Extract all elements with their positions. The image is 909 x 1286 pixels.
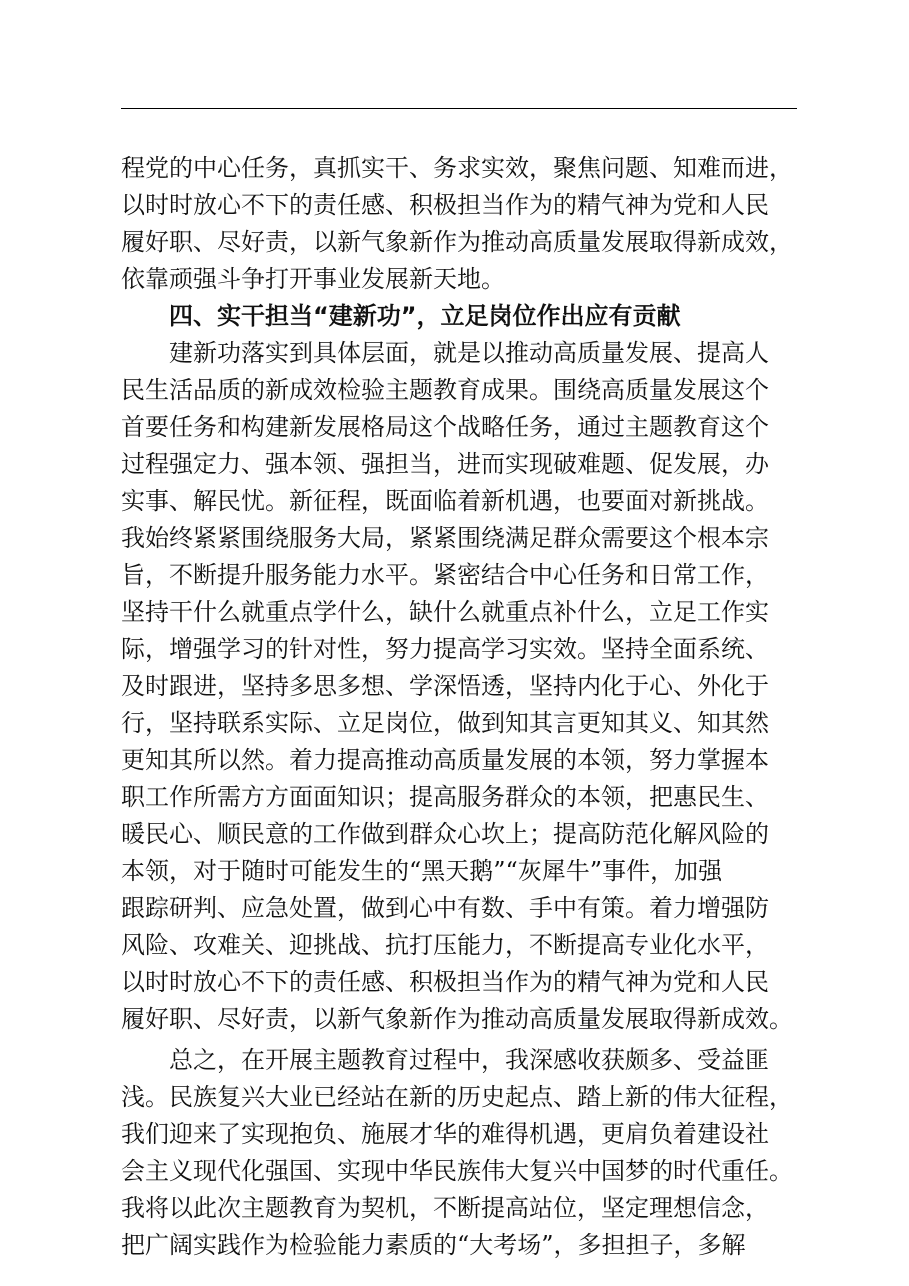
body-line: 依靠顽强斗争打开事业发展新天地。 (121, 265, 505, 293)
paragraph-line: 过程强定力、强本领、强担当，进而实现破难题、促发展，办 (121, 450, 769, 478)
paragraph-line: 浅。民族复兴大业已经站在新的历史起点、踏上新的伟大征程， (121, 1083, 793, 1111)
paragraph-line: 行，坚持联系实际、立足岗位，做到知其言更知其义、知其然 (121, 709, 769, 737)
paragraph-line: 我将以此次主题教育为契机，不断提高站位，坚定理想信念， (121, 1194, 769, 1222)
section-heading: 四、实干担当“建新功”，立足岗位作出应有贡献 (169, 302, 681, 330)
paragraph-line: 民生活品质的新成效检验主题教育成果。围绕高质量发展这个 (121, 376, 769, 404)
paragraph-line: 更知其所以然。着力提高推动高质量发展的本领，努力掌握本 (121, 746, 769, 774)
paragraph-line: 建新功落实到具体层面，就是以推动高质量发展、提高人 (169, 339, 769, 367)
paragraph-line: 本领，对于随时可能发生的“黑天鹅”“灰犀牛”事件，加强 (121, 857, 723, 885)
paragraph-line: 实事、解民忧。新征程，既面临着新机遇，也要面对新挑战。 (121, 487, 769, 515)
paragraph-line: 坚持干什么就重点学什么，缺什么就重点补什么，立足工作实 (121, 598, 769, 626)
paragraph-line: 我们迎来了实现抱负、施展才华的难得机遇，更肩负着建设社 (121, 1120, 769, 1148)
paragraph-line: 旨，不断提升服务能力水平。紧密结合中心任务和日常工作， (121, 561, 769, 589)
paragraph-line: 跟踪研判、应急处置，做到心中有数、手中有策。着力增强防 (121, 894, 769, 922)
body-line: 以时时放心不下的责任感、积极担当作为的精气神为党和人民 (121, 191, 769, 219)
paragraph-line: 履好职、尽好责，以新气象新作为推动高质量发展取得新成效。 (121, 1005, 793, 1033)
paragraph-line: 把广阔实践作为检验能力素质的“大考场”，多担担子，多解 (121, 1231, 746, 1259)
paragraph-line: 我始终紧紧围绕服务大局，紧紧围绕满足群众需要这个根本宗 (121, 524, 769, 552)
document-body (121, 150, 801, 1264)
paragraph-line: 职工作所需方方面面知识；提高服务群众的本领，把惠民生、 (121, 783, 769, 811)
body-line: 履好职、尽好责，以新气象新作为推动高质量发展取得新成效， (121, 228, 793, 256)
paragraph-line: 会主义现代化强国、实现中华民族伟大复兴中国梦的时代重任。 (121, 1157, 793, 1185)
header-rule (121, 108, 797, 109)
paragraph-line: 风险、攻难关、迎挑战、抗打压能力，不断提高专业化水平， (121, 931, 769, 959)
body-line: 程党的中心任务，真抓实干、务求实效，聚焦问题、知难而进， (121, 154, 793, 182)
paragraph-line: 暖民心、顺民意的工作做到群众心坎上；提高防范化解风险的 (121, 820, 769, 848)
paragraph-line: 际，增强学习的针对性，努力提高学习实效。坚持全面系统、 (121, 635, 769, 663)
paragraph-line: 及时跟进，坚持多思多想、学深悟透，坚持内化于心、外化于 (121, 672, 769, 700)
paragraph-line: 首要任务和构建新发展格局这个战略任务，通过主题教育这个 (121, 413, 769, 441)
paragraph-line: 总之，在开展主题教育过程中，我深感收获颇多、受益匪 (169, 1046, 769, 1074)
paragraph-line: 以时时放心不下的责任感、积极担当作为的精气神为党和人民 (121, 968, 769, 996)
